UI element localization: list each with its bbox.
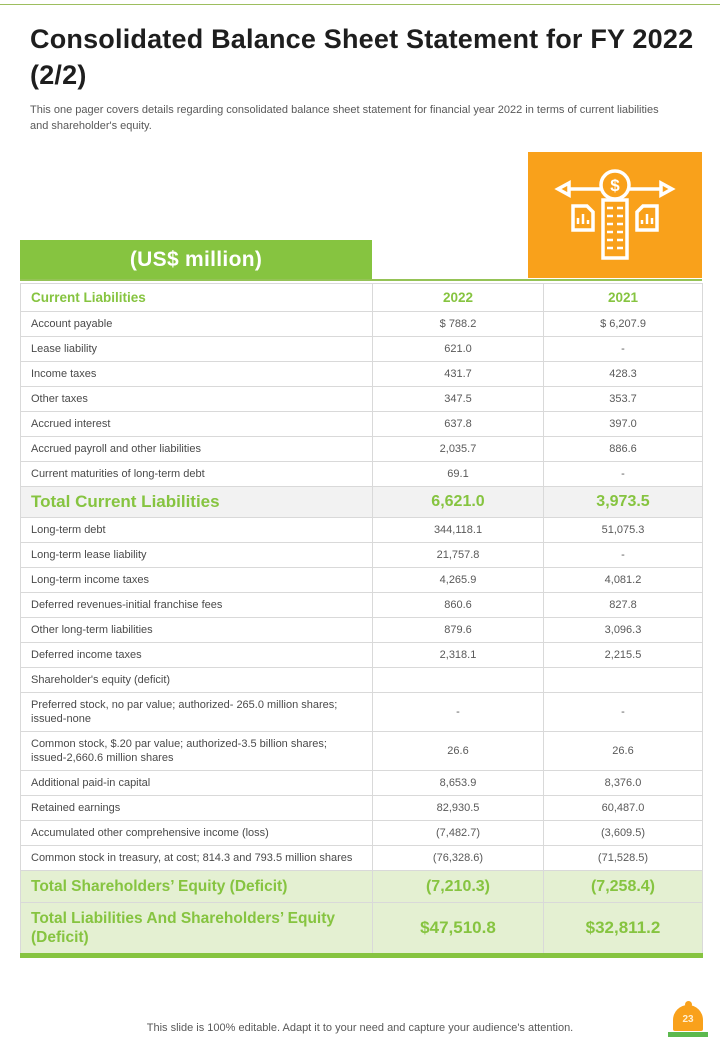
row-2022-cell: 344,118.1 xyxy=(373,518,544,543)
row-2021-cell: $ 6,207.9 xyxy=(544,312,703,337)
row-2021-cell: 26.6 xyxy=(544,732,703,771)
row-label-cell: Other taxes xyxy=(21,387,373,412)
table-row xyxy=(21,412,703,437)
row-label-cell: Current maturities of long-term debt xyxy=(21,462,373,487)
table-row xyxy=(21,871,703,903)
row-2021-cell xyxy=(544,668,703,693)
row-2021-cell: $32,811.2 xyxy=(544,903,703,956)
row-2022-cell: $47,510.8 xyxy=(373,903,544,956)
table-row xyxy=(21,668,703,693)
row-2022-cell: 347.5 xyxy=(373,387,544,412)
row-2021-cell: 353.7 xyxy=(544,387,703,412)
row-2021-cell: 428.3 xyxy=(544,362,703,387)
row-2021-cell: 3,096.3 xyxy=(544,618,703,643)
row-2022-cell: 26.6 xyxy=(373,732,544,771)
unit-label: (US$ million) xyxy=(129,247,263,271)
row-label-cell: Income taxes xyxy=(21,362,373,387)
row-2022-cell: 21,757.8 xyxy=(373,543,544,568)
row-2021-cell: (7,258.4) xyxy=(544,871,703,903)
row-label-cell: Preferred stock, no par value; authorized- 265.0 million shares; issued-none xyxy=(21,693,373,732)
table-body xyxy=(21,312,703,956)
column-header-2022: 2022 xyxy=(373,284,544,312)
page-number-badge xyxy=(668,1001,708,1040)
column-header-current-liabilities: Current Liabilities xyxy=(21,284,373,312)
table-row xyxy=(21,568,703,593)
row-label-cell: Shareholder's equity (deficit) xyxy=(21,668,373,693)
row-2021-cell: (71,528.5) xyxy=(544,846,703,871)
table-row xyxy=(21,487,703,518)
table-row xyxy=(21,618,703,643)
table-row xyxy=(21,312,703,337)
row-label-cell: Long-term lease liability xyxy=(21,543,373,568)
row-2021-cell: 827.8 xyxy=(544,593,703,618)
unit-band-green xyxy=(20,240,372,279)
row-label-cell: Common stock, $.20 par value; authorized-3.5 billion shares; issued-2,660.6 million shares xyxy=(21,732,373,771)
row-2021-cell: 60,487.0 xyxy=(544,796,703,821)
row-2022-cell: 431.7 xyxy=(373,362,544,387)
table-row xyxy=(21,846,703,871)
table-row xyxy=(21,771,703,796)
row-2022-cell: 6,621.0 xyxy=(373,487,544,518)
row-label-cell: Accrued payroll and other liabilities xyxy=(21,437,373,462)
row-2022-cell: 879.6 xyxy=(373,618,544,643)
row-2022-cell: 4,265.9 xyxy=(373,568,544,593)
row-label-cell: Total Liabilities And Shareholders’ Equity (Deficit) xyxy=(21,903,373,956)
row-2021-cell: 886.6 xyxy=(544,437,703,462)
row-label-cell: Deferred revenues-initial franchise fees xyxy=(21,593,373,618)
row-label-cell: Long-term income taxes xyxy=(21,568,373,593)
row-2021-cell: - xyxy=(544,337,703,362)
row-label-cell: Long-term debt xyxy=(21,518,373,543)
table-row xyxy=(21,821,703,846)
row-2022-cell: (7,482.7) xyxy=(373,821,544,846)
page-subtitle: This one pager covers details regarding consolidated balance sheet statement for financial year 2022 in terms of current liabilities and shareholder's equity. xyxy=(30,104,659,132)
table-row xyxy=(21,387,703,412)
row-label-cell: Other long-term liabilities xyxy=(21,618,373,643)
row-2021-cell: - xyxy=(544,693,703,732)
row-label-cell: Account payable xyxy=(21,312,373,337)
row-label-cell: Lease liability xyxy=(21,337,373,362)
row-2021-cell: 397.0 xyxy=(544,412,703,437)
row-label-cell: Total Shareholders’ Equity (Deficit) xyxy=(21,871,373,903)
table-row xyxy=(21,337,703,362)
table-row xyxy=(21,462,703,487)
row-2021-cell: 3,973.5 xyxy=(544,487,703,518)
row-label-cell: Common stock in treasury, at cost; 814.3 and 793.5 million shares xyxy=(21,846,373,871)
row-2022-cell: 2,318.1 xyxy=(373,643,544,668)
row-2022-cell xyxy=(373,668,544,693)
row-2021-cell: (3,609.5) xyxy=(544,821,703,846)
top-divider xyxy=(0,4,720,5)
row-2022-cell: 69.1 xyxy=(373,462,544,487)
unit-band xyxy=(20,240,702,281)
row-2021-cell: - xyxy=(544,543,703,568)
page-title: Consolidated Balance Sheet Statement for FY 2022 (2/2) xyxy=(30,24,694,90)
table-row xyxy=(21,518,703,543)
row-label-cell: Accumulated other comprehensive income (loss) xyxy=(21,821,373,846)
table-row xyxy=(21,643,703,668)
row-2022-cell: 2,035.7 xyxy=(373,437,544,462)
column-header-2021: 2021 xyxy=(544,284,703,312)
row-2022-cell: $ 788.2 xyxy=(373,312,544,337)
row-label-cell: Total Current Liabilities xyxy=(21,487,373,518)
row-2021-cell: 4,081.2 xyxy=(544,568,703,593)
row-2022-cell: 860.6 xyxy=(373,593,544,618)
row-2022-cell: 82,930.5 xyxy=(373,796,544,821)
table-header-row xyxy=(21,284,703,312)
row-2022-cell: 621.0 xyxy=(373,337,544,362)
page-number: 23 xyxy=(673,1005,703,1031)
badge-bar xyxy=(668,1032,708,1037)
footer-note: This slide is 100% editable. Adapt it to your need and capture your audience's attention. xyxy=(146,1022,574,1034)
row-2022-cell: (76,328.6) xyxy=(373,846,544,871)
row-label-cell: Retained earnings xyxy=(21,796,373,821)
row-label-cell: Deferred income taxes xyxy=(21,643,373,668)
table-row xyxy=(21,362,703,387)
table-row xyxy=(21,693,703,732)
table-row xyxy=(21,903,703,956)
table-row xyxy=(21,593,703,618)
row-2021-cell: 51,075.3 xyxy=(544,518,703,543)
row-2022-cell: 8,653.9 xyxy=(373,771,544,796)
row-2021-cell: 2,215.5 xyxy=(544,643,703,668)
row-2022-cell: - xyxy=(373,693,544,732)
table-row xyxy=(21,796,703,821)
row-2021-cell: 8,376.0 xyxy=(544,771,703,796)
row-label-cell: Accrued interest xyxy=(21,412,373,437)
table-row xyxy=(21,732,703,771)
row-2022-cell: 637.8 xyxy=(373,412,544,437)
row-2021-cell: - xyxy=(544,462,703,487)
table-row xyxy=(21,543,703,568)
balance-sheet-table xyxy=(20,283,703,958)
row-2022-cell: (7,210.3) xyxy=(373,871,544,903)
table-row xyxy=(21,437,703,462)
svg-text:$: $ xyxy=(610,176,620,195)
row-label-cell: Additional paid-in capital xyxy=(21,771,373,796)
